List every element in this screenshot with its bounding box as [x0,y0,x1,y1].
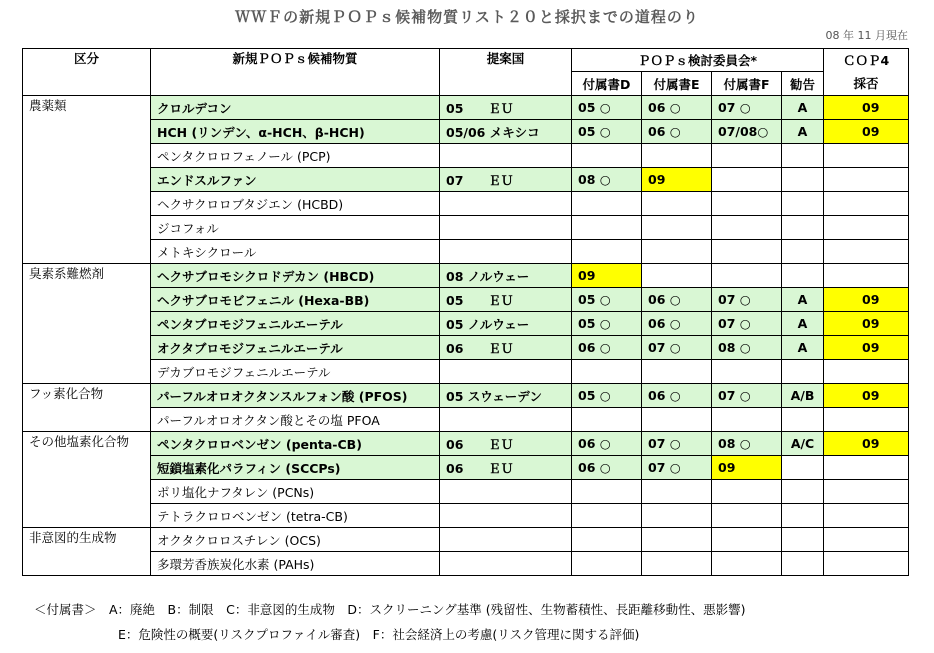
annex-d-cell: 05 ○ [572,312,642,336]
proposer-cell [440,528,572,552]
substance-cell: ヘクサブロモビフェニル (Hexa-BB) [151,288,440,312]
recommend-cell [782,168,824,192]
category-cell [23,408,151,432]
substance-cell: ペンタブロモジフェニルエーテル [151,312,440,336]
substance-cell: クロルデコン [151,96,440,120]
annex-e-cell [642,264,712,288]
category-cell [23,168,151,192]
annex-d-cell [572,480,642,504]
annex-f-cell: 07/08○ [712,120,782,144]
proposer-cell: 05 スウェーデン [440,384,572,408]
table-row [23,120,909,144]
recommend-cell [782,144,824,168]
category-cell [23,216,151,240]
adopt-cell [824,528,909,552]
annex-d-cell [572,216,642,240]
substance-cell: パーフルオロオクタン酸とその塩 PFOA [151,408,440,432]
adopt-cell [824,408,909,432]
annex-d-cell [572,504,642,528]
page-title: ＷＷＦの新規ＰＯＰｓ候補物質リスト２０と採択までの道程のり [235,8,699,26]
table-row [23,432,909,456]
header-annex-e: 付属書E [642,72,712,96]
header-annex-d: 付属書D [572,72,642,96]
recommend-cell: A [782,288,824,312]
recommend-cell [782,264,824,288]
table-row [23,456,909,480]
annex-e-cell [642,192,712,216]
proposer-cell: 05 ＥＵ [440,288,572,312]
substance-cell: パーフルオロオクタンスルフォン酸 (PFOS) [151,384,440,408]
substance-cell: ジコフォル [151,216,440,240]
annex-e-cell [642,552,712,576]
annex-e-cell [642,240,712,264]
annex-d-cell: 05 ○ [572,120,642,144]
adopt-cell: 09 [824,288,909,312]
substance-cell: HCH (リンデン、α-HCH、β-HCH) [151,120,440,144]
proposer-cell: 08 ノルウェー [440,264,572,288]
adopt-cell [824,360,909,384]
annex-e-cell: 07 ○ [642,432,712,456]
recommend-cell [782,528,824,552]
proposer-cell: 05 ＥＵ [440,96,572,120]
header-substance: 新規ＰＯＰｓ候補物質 [151,49,440,96]
annex-e-cell [642,504,712,528]
recommend-cell [782,216,824,240]
substance-cell: ペンタクロロベンゼン (penta-CB) [151,432,440,456]
table-row [23,288,909,312]
proposer-cell: 07 ＥＵ [440,168,572,192]
proposer-cell: 05 ノルウェー [440,312,572,336]
annex-d-cell [572,528,642,552]
category-cell [23,552,151,576]
adopt-cell [824,264,909,288]
annex-f-cell [712,192,782,216]
substance-cell: オクタクロロスチレン (OCS) [151,528,440,552]
category-cell: 非意図的生成物 [23,528,151,552]
table-row [23,192,909,216]
recommend-cell [782,456,824,480]
annex-f-cell [712,360,782,384]
annex-f-cell [712,144,782,168]
category-cell [23,144,151,168]
proposer-cell: 05/06 メキシコ [440,120,572,144]
recommend-cell: A [782,336,824,360]
substance-cell: テトラクロロベンゼン (tetra-CB) [151,504,440,528]
recommend-cell [782,480,824,504]
substance-cell: 短鎖塩素化パラフィン (SCCPs) [151,456,440,480]
footer-legend-1: ＜付属書＞ A：廃絶 B：制限 C：非意図的生成物 D：スクリーニング基準 (残留性、生物蓄積性、長距離移動性、悪影響) [34,602,746,617]
category-cell [23,240,151,264]
substance-cell: 多環芳香族炭化水素 (PAHs) [151,552,440,576]
proposer-cell [440,192,572,216]
adopt-cell [824,456,909,480]
annex-d-cell: 05 ○ [572,288,642,312]
adopt-cell [824,552,909,576]
annex-d-cell: 09 [572,264,642,288]
adopt-cell [824,240,909,264]
substance-cell: ポリ塩化ナフタレン (PCNs) [151,480,440,504]
category-cell [23,312,151,336]
annex-d-cell [572,144,642,168]
annex-e-cell: 06 ○ [642,120,712,144]
proposer-cell [440,480,572,504]
substance-cell: メトキシクロール [151,240,440,264]
annex-e-cell: 06 ○ [642,384,712,408]
annex-f-cell: 07 ○ [712,288,782,312]
proposer-cell: 06 ＥＵ [440,336,572,360]
adopt-cell: 09 [824,432,909,456]
annex-f-cell [712,480,782,504]
adopt-cell: 09 [824,336,909,360]
annex-d-cell [572,192,642,216]
header-proposer: 提案国 [440,49,572,96]
category-cell: フッ素化合物 [23,384,151,408]
annex-e-cell [642,408,712,432]
adopt-cell: 09 [824,120,909,144]
category-cell [23,120,151,144]
annex-f-cell: 07 ○ [712,312,782,336]
annex-f-cell [712,168,782,192]
header-category: 区分 [23,49,151,96]
table-row [23,240,909,264]
annex-f-cell: 08 ○ [712,336,782,360]
recommend-cell [782,408,824,432]
annex-f-cell: 07 ○ [712,96,782,120]
annex-d-cell [572,360,642,384]
category-cell [23,288,151,312]
annex-f-cell [712,240,782,264]
recommend-cell: A [782,312,824,336]
annex-e-cell: 09 [642,168,712,192]
annex-e-cell [642,360,712,384]
annex-d-cell: 08 ○ [572,168,642,192]
proposer-cell [440,408,572,432]
adopt-cell [824,168,909,192]
annex-d-cell: 06 ○ [572,456,642,480]
recommend-cell [782,552,824,576]
annex-e-cell: 06 ○ [642,312,712,336]
recommend-cell [782,240,824,264]
table-row [23,216,909,240]
header-committee: ＰＯＰｓ検討委員会* [572,49,824,72]
annex-f-cell [712,264,782,288]
recommend-cell: A/C [782,432,824,456]
table-row [23,528,909,552]
annex-f-cell: 09 [712,456,782,480]
table-row [23,168,909,192]
annex-f-cell: 07 ○ [712,384,782,408]
header-adopt: 採否 [824,72,909,96]
adopt-cell: 09 [824,96,909,120]
annex-e-cell: 07 ○ [642,456,712,480]
category-cell: 臭素系難燃剤 [23,264,151,288]
adopt-cell [824,480,909,504]
category-cell: 農薬類 [23,96,151,120]
header-annex-f: 付属書F [712,72,782,96]
annex-f-cell [712,504,782,528]
table-row [23,312,909,336]
annex-e-cell: 06 ○ [642,288,712,312]
category-cell: その他塩素化合物 [23,432,151,456]
adopt-cell [824,216,909,240]
annex-d-cell: 05 ○ [572,384,642,408]
annex-f-cell [712,552,782,576]
recommend-cell: A/B [782,384,824,408]
table-row [23,96,909,120]
annex-f-cell [712,408,782,432]
substance-cell: ヘクサブロモシクロドデカン (HBCD) [151,264,440,288]
category-cell [23,360,151,384]
adopt-cell: 09 [824,312,909,336]
category-cell [23,192,151,216]
annex-e-cell [642,216,712,240]
category-cell [23,336,151,360]
table-row [23,480,909,504]
recommend-cell: A [782,120,824,144]
recommend-cell [782,504,824,528]
proposer-cell [440,216,572,240]
table-row [23,336,909,360]
annex-d-cell [572,408,642,432]
substance-cell: ペンタクロロフェノール (PCP) [151,144,440,168]
annex-d-cell: 06 ○ [572,336,642,360]
table-row [23,408,909,432]
adopt-cell [824,504,909,528]
proposer-cell [440,504,572,528]
annex-f-cell: 08 ○ [712,432,782,456]
annex-f-cell [712,528,782,552]
annex-e-cell: 07 ○ [642,336,712,360]
adopt-cell [824,144,909,168]
proposer-cell [440,240,572,264]
annex-e-cell [642,528,712,552]
annex-d-cell [572,240,642,264]
proposer-cell [440,360,572,384]
annex-e-cell [642,144,712,168]
recommend-cell [782,360,824,384]
table-row [23,552,909,576]
annex-e-cell [642,480,712,504]
substance-cell: オクタブロモジフェニルエーテル [151,336,440,360]
substance-cell: エンドスルファン [151,168,440,192]
footer-legend-2: E：危険性の概要(リスクプロファイル審査) F：社会経済上の考慮(リスク管理に関する評価) [118,627,640,642]
proposer-cell [440,552,572,576]
annex-f-cell [712,216,782,240]
proposer-cell: 06 ＥＵ [440,456,572,480]
table-row [23,384,909,408]
header-recommend: 勧告 [782,72,824,96]
table-row [23,144,909,168]
pops-table [22,48,909,576]
proposer-cell: 06 ＥＵ [440,432,572,456]
annex-d-cell [572,552,642,576]
substance-cell: デカブロモジフェニルエーテル [151,360,440,384]
category-cell [23,456,151,480]
table-row [23,264,909,288]
recommend-cell: A [782,96,824,120]
recommend-cell [782,192,824,216]
annex-d-cell: 06 ○ [572,432,642,456]
annex-e-cell: 06 ○ [642,96,712,120]
substance-cell: ヘクサクロロブタジエン (HCBD) [151,192,440,216]
annex-d-cell: 05 ○ [572,96,642,120]
adopt-cell: 09 [824,384,909,408]
table-row [23,504,909,528]
table-row [23,360,909,384]
proposer-cell [440,144,572,168]
date-note: 08 年 11 月現在 [825,29,908,42]
adopt-cell [824,192,909,216]
category-cell [23,480,151,504]
category-cell [23,504,151,528]
header-cop: ＣＯＰ4 [824,49,909,72]
